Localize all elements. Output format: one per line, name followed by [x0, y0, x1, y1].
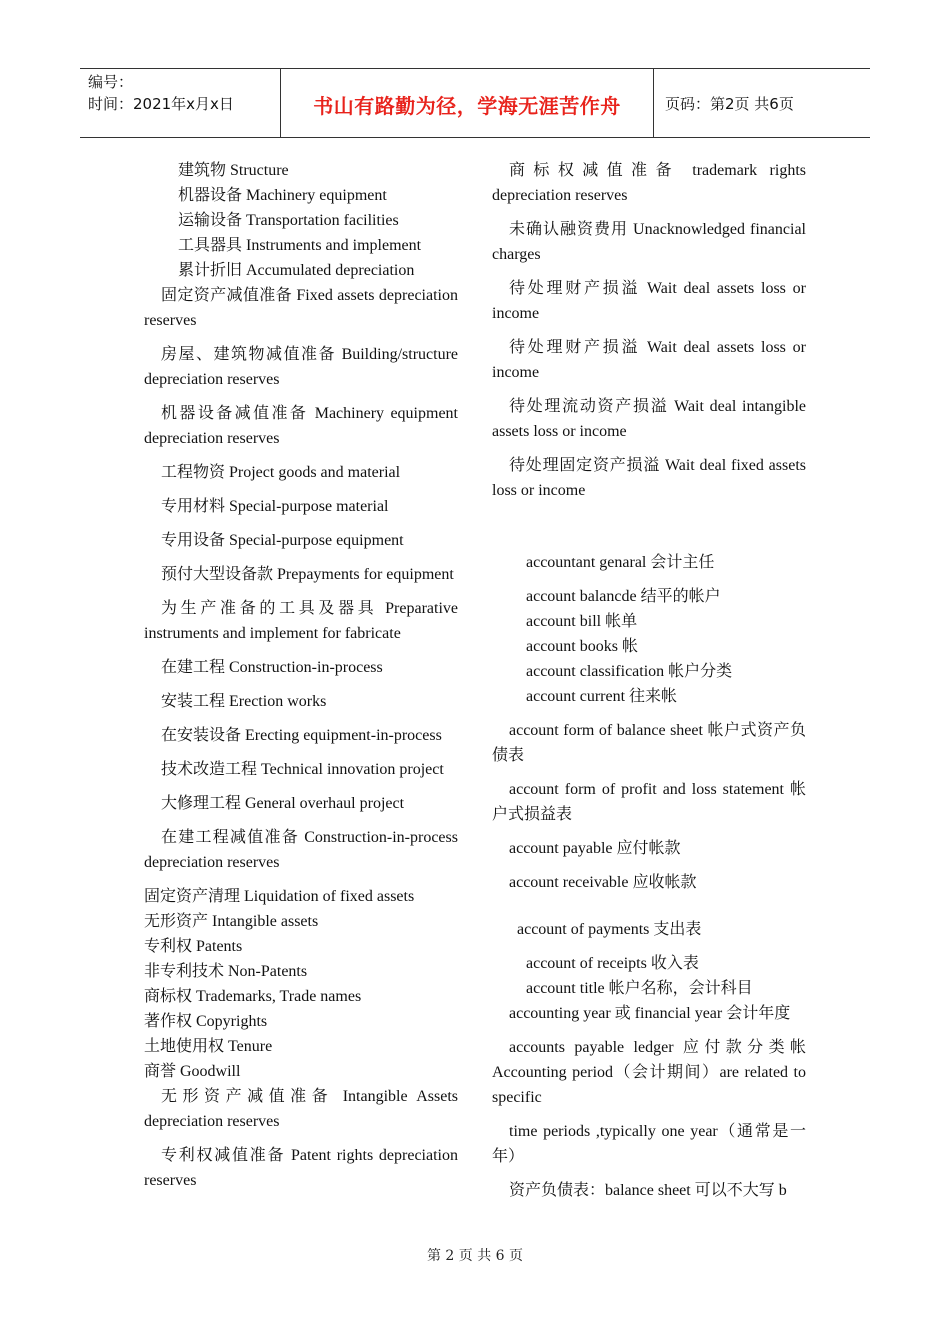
- list-item: accounts payable ledger 应付款分类帐 Accounting period（会计期间）are related to specific: [492, 1039, 806, 1106]
- list-item: 待处理固定资产损溢 Wait deal fixed assets loss or income: [492, 457, 806, 499]
- list-item: account classification 帐户分类: [526, 663, 733, 680]
- list-item: 工程物资 Project goods and material: [161, 464, 401, 481]
- list-item: 大修理工程 General overhaul project: [161, 795, 405, 812]
- list-item: 待处理财产损溢 Wait deal assets loss or income: [492, 339, 806, 381]
- list-item: 专利权减值准备 Patent rights depreciation reserves: [144, 1147, 458, 1189]
- list-item: account form of balance sheet 帐户式资产负债表: [492, 722, 806, 764]
- list-item: account receivable 应收帐款: [509, 874, 697, 891]
- list-item: 专利权 Patents: [144, 938, 243, 955]
- list-item: account of payments 支出表: [517, 921, 702, 938]
- list-item: 待处理财产损溢 Wait deal assets loss or income: [492, 280, 806, 322]
- list-item: account bill 帐单: [526, 613, 638, 630]
- list-item: 专用设备 Special-purpose equipment: [161, 532, 404, 549]
- list-item: 在建工程减值准备 Construction-in-process depreciation reserves: [144, 829, 458, 871]
- list-item: 房屋、建筑物减值准备 Building/structure depreciation reserves: [144, 346, 458, 388]
- header-page-number: 页码：第2页 共6页: [665, 94, 794, 113]
- list-item: account balancde 结平的帐户: [526, 588, 721, 605]
- header-info-cell: [80, 69, 281, 137]
- list-item: accounting year 或 financial year 会计年度: [509, 1005, 791, 1022]
- list-item: time periods ,typically one year（通常是一年）: [492, 1123, 806, 1165]
- list-item: 专用材料 Special-purpose material: [161, 498, 389, 515]
- document-date-label: 时间：2021年x月x日: [88, 95, 234, 113]
- document-number-label: 编号：: [88, 73, 134, 91]
- list-item: 技术改造工程 Technical innovation project: [161, 761, 444, 778]
- right-column: [492, 158, 806, 1203]
- list-item: 商标权减值准备 trademark rights depreciation reserves: [492, 162, 806, 204]
- list-item: 运输设备 Transportation facilities: [178, 212, 399, 229]
- list-item: 建筑物 Structure: [178, 162, 289, 179]
- list-item: 预付大型设备款 Prepayments for equipment: [161, 566, 454, 583]
- list-item: 为生产准备的工具及器具 Preparative instruments and implement for fabricate: [144, 600, 458, 642]
- left-column: [144, 158, 458, 1193]
- list-item: 工具器具 Instruments and implement: [178, 237, 422, 254]
- list-item: 土地使用权 Tenure: [144, 1038, 273, 1055]
- list-item: accountant genaral 会计主任: [526, 554, 715, 571]
- list-item: account payable 应付帐款: [509, 840, 681, 857]
- list-item: 累计折旧 Accumulated depreciation: [178, 262, 415, 279]
- list-item: account title 帐户名称，会计科目: [526, 980, 753, 997]
- list-item: 固定资产清理 Liquidation of fixed assets: [144, 888, 415, 905]
- list-item: 机器设备 Machinery equipment: [178, 187, 387, 204]
- list-item: 在安装设备 Erecting equipment-in-process: [161, 727, 442, 744]
- list-item: 安装工程 Erection works: [161, 693, 327, 710]
- list-item: 待处理流动资产损溢 Wait deal intangible assets loss or income: [492, 398, 806, 440]
- list-item: 无形资产减值准备 Intangible Assets depreciation reserves: [144, 1088, 458, 1130]
- list-item: 无形资产 Intangible assets: [144, 913, 319, 930]
- list-item: 非专利技术 Non-Patents: [144, 963, 308, 980]
- header-motto: 书山有路勤为径，学海无涯苦作舟: [281, 69, 654, 137]
- list-item: 著作权 Copyrights: [144, 1013, 268, 1030]
- page-footer: 第 2 页 共 6 页: [426, 1248, 524, 1264]
- list-item: 资产负债表：balance sheet 可以不大写 b: [509, 1182, 787, 1199]
- list-item: 固定资产减值准备 Fixed assets depreciation reserves: [144, 287, 458, 329]
- list-item: 商誉 Goodwill: [144, 1063, 241, 1080]
- list-item: account form of profit and loss statement 帐户式损益表: [492, 781, 806, 823]
- page-header: [80, 68, 870, 138]
- list-item: account books 帐: [526, 638, 638, 655]
- list-item: account current 往来帐: [526, 688, 678, 705]
- list-item: 在建工程 Construction-in-process: [161, 659, 383, 676]
- list-item: account of receipts 收入表: [526, 955, 699, 972]
- list-item: 机器设备减值准备 Machinery equipment depreciation reserves: [144, 405, 458, 447]
- list-item: 未确认融资费用 Unacknowledged financial charges: [492, 221, 806, 263]
- list-item: 商标权 Trademarks, Trade names: [144, 988, 362, 1005]
